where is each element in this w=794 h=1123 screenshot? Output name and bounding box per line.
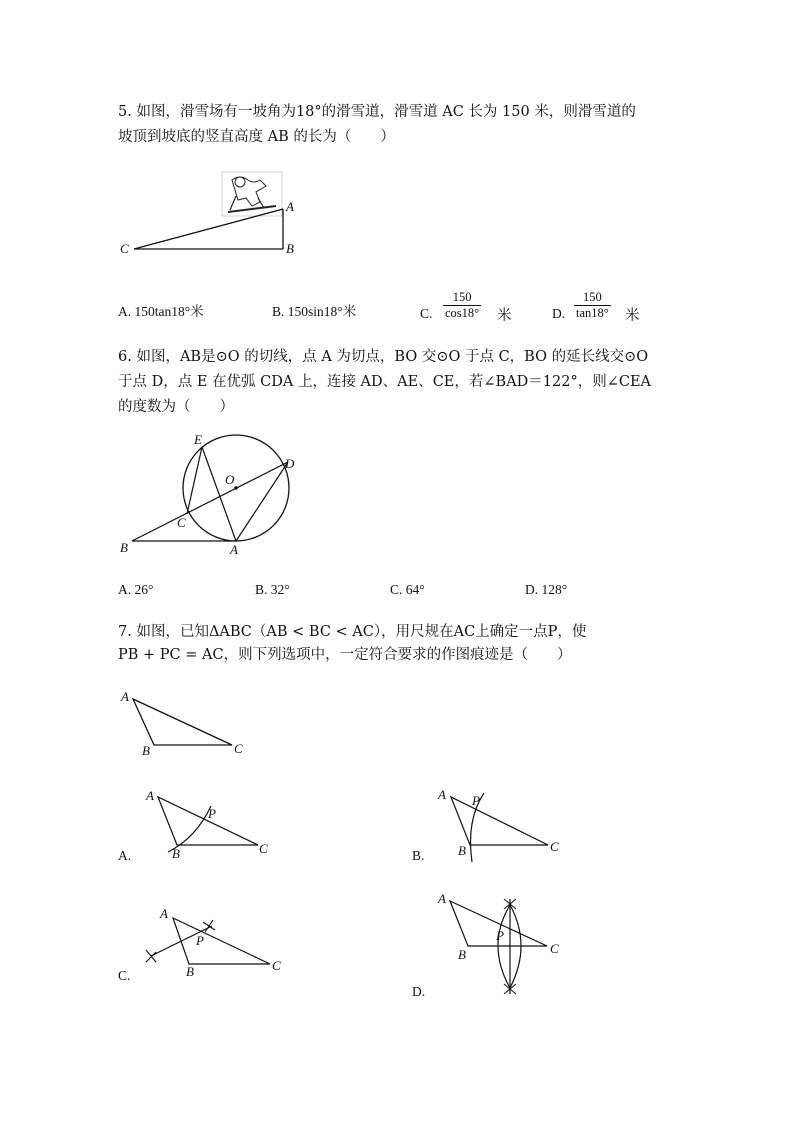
label-d: D [285,456,295,471]
q5-option-b: B. 150sin18°米 [272,304,357,319]
q7-option-a-figure [145,788,268,861]
label-b: B [142,743,150,758]
q7-option-d-label: D. [412,984,426,999]
label-b: B [120,540,128,555]
label-a: A [230,542,238,557]
label-p: P [496,928,504,943]
label-p: P [196,933,204,948]
q5-option-c-unit: 米 [497,308,512,324]
label-b: B [286,241,294,256]
q5-option-d-numerator: 150 [574,290,611,306]
q6-option-a: A. 26° [118,582,154,597]
q7-option-b-label: B. [412,848,425,863]
label-c: C [259,841,268,856]
label-c: C [550,941,559,956]
q6-option-c: C. 64° [390,582,425,597]
q7-line1: 7. 如图，已知ΔABC（AB < BC < AC），用尺规在AC上确定一点P，使 [118,624,587,640]
label-a: A [438,891,446,906]
q5-option-d-unit: 米 [625,308,640,324]
label-c: C [272,958,281,973]
q6-line2: 于点 D，点 E 在优弧 CDA 上，连接 AD、AE、CE，若∠BAD＝122°，则∠CEA [118,374,652,390]
q5-line1: 5. 如图，滑雪场有一坡角为18°的滑雪道，滑雪道 AC 长为 150 米，则滑雪道的 [118,104,636,120]
label-c: C [177,515,186,530]
q5-option-d-prefix: D. [552,306,566,321]
label-a: A [160,906,168,921]
q5-line2: 坡顶到坡底的竖直高度 AB 的长为（ ） [118,129,395,145]
q6-line3: 的度数为（ ） [118,399,234,415]
q7-option-a-label: A. [118,848,132,863]
label-c: C [120,241,129,256]
q7-main-triangle [120,689,243,758]
q5-option-c-prefix: C. [420,306,433,321]
label-b: B [172,846,180,861]
label-b: B [186,964,194,979]
q7-option-b-figure [437,787,559,862]
q7-option-c-label: C. [118,968,131,983]
label-c: C [234,741,243,756]
label-e: E [194,432,202,447]
label-a: A [438,787,446,802]
q7-line2: PB + PC = AC，则下列选项中，一定符合要求的作图痕迹是（ ） [118,647,572,663]
label-a: A [286,199,294,214]
q7-option-d-figure [437,891,559,994]
q6-option-d: D. 128° [525,582,568,597]
q5-option-a: A. 150tan18°米 [118,304,204,319]
label-o: O [225,472,235,487]
q5-option-c-denominator: cos18° [445,306,480,320]
label-b: B [458,947,466,962]
label-a: A [121,689,129,704]
q5-option-d-denominator: tan18° [576,306,609,320]
label-b: B [458,843,466,858]
q7-option-c-figure [146,906,281,979]
label-c: C [550,839,559,854]
label-a: A [146,788,154,803]
q6-option-b: B. 32° [255,582,290,597]
q6-line1: 6. 如图，AB是⊙O 的切线，点 A 为切点，BO 交⊙O 于点 C，BO 的延长线交⊙O [118,349,649,365]
label-p: P [208,806,216,821]
label-p: P [472,793,480,808]
q5-option-c-numerator: 150 [443,290,481,306]
